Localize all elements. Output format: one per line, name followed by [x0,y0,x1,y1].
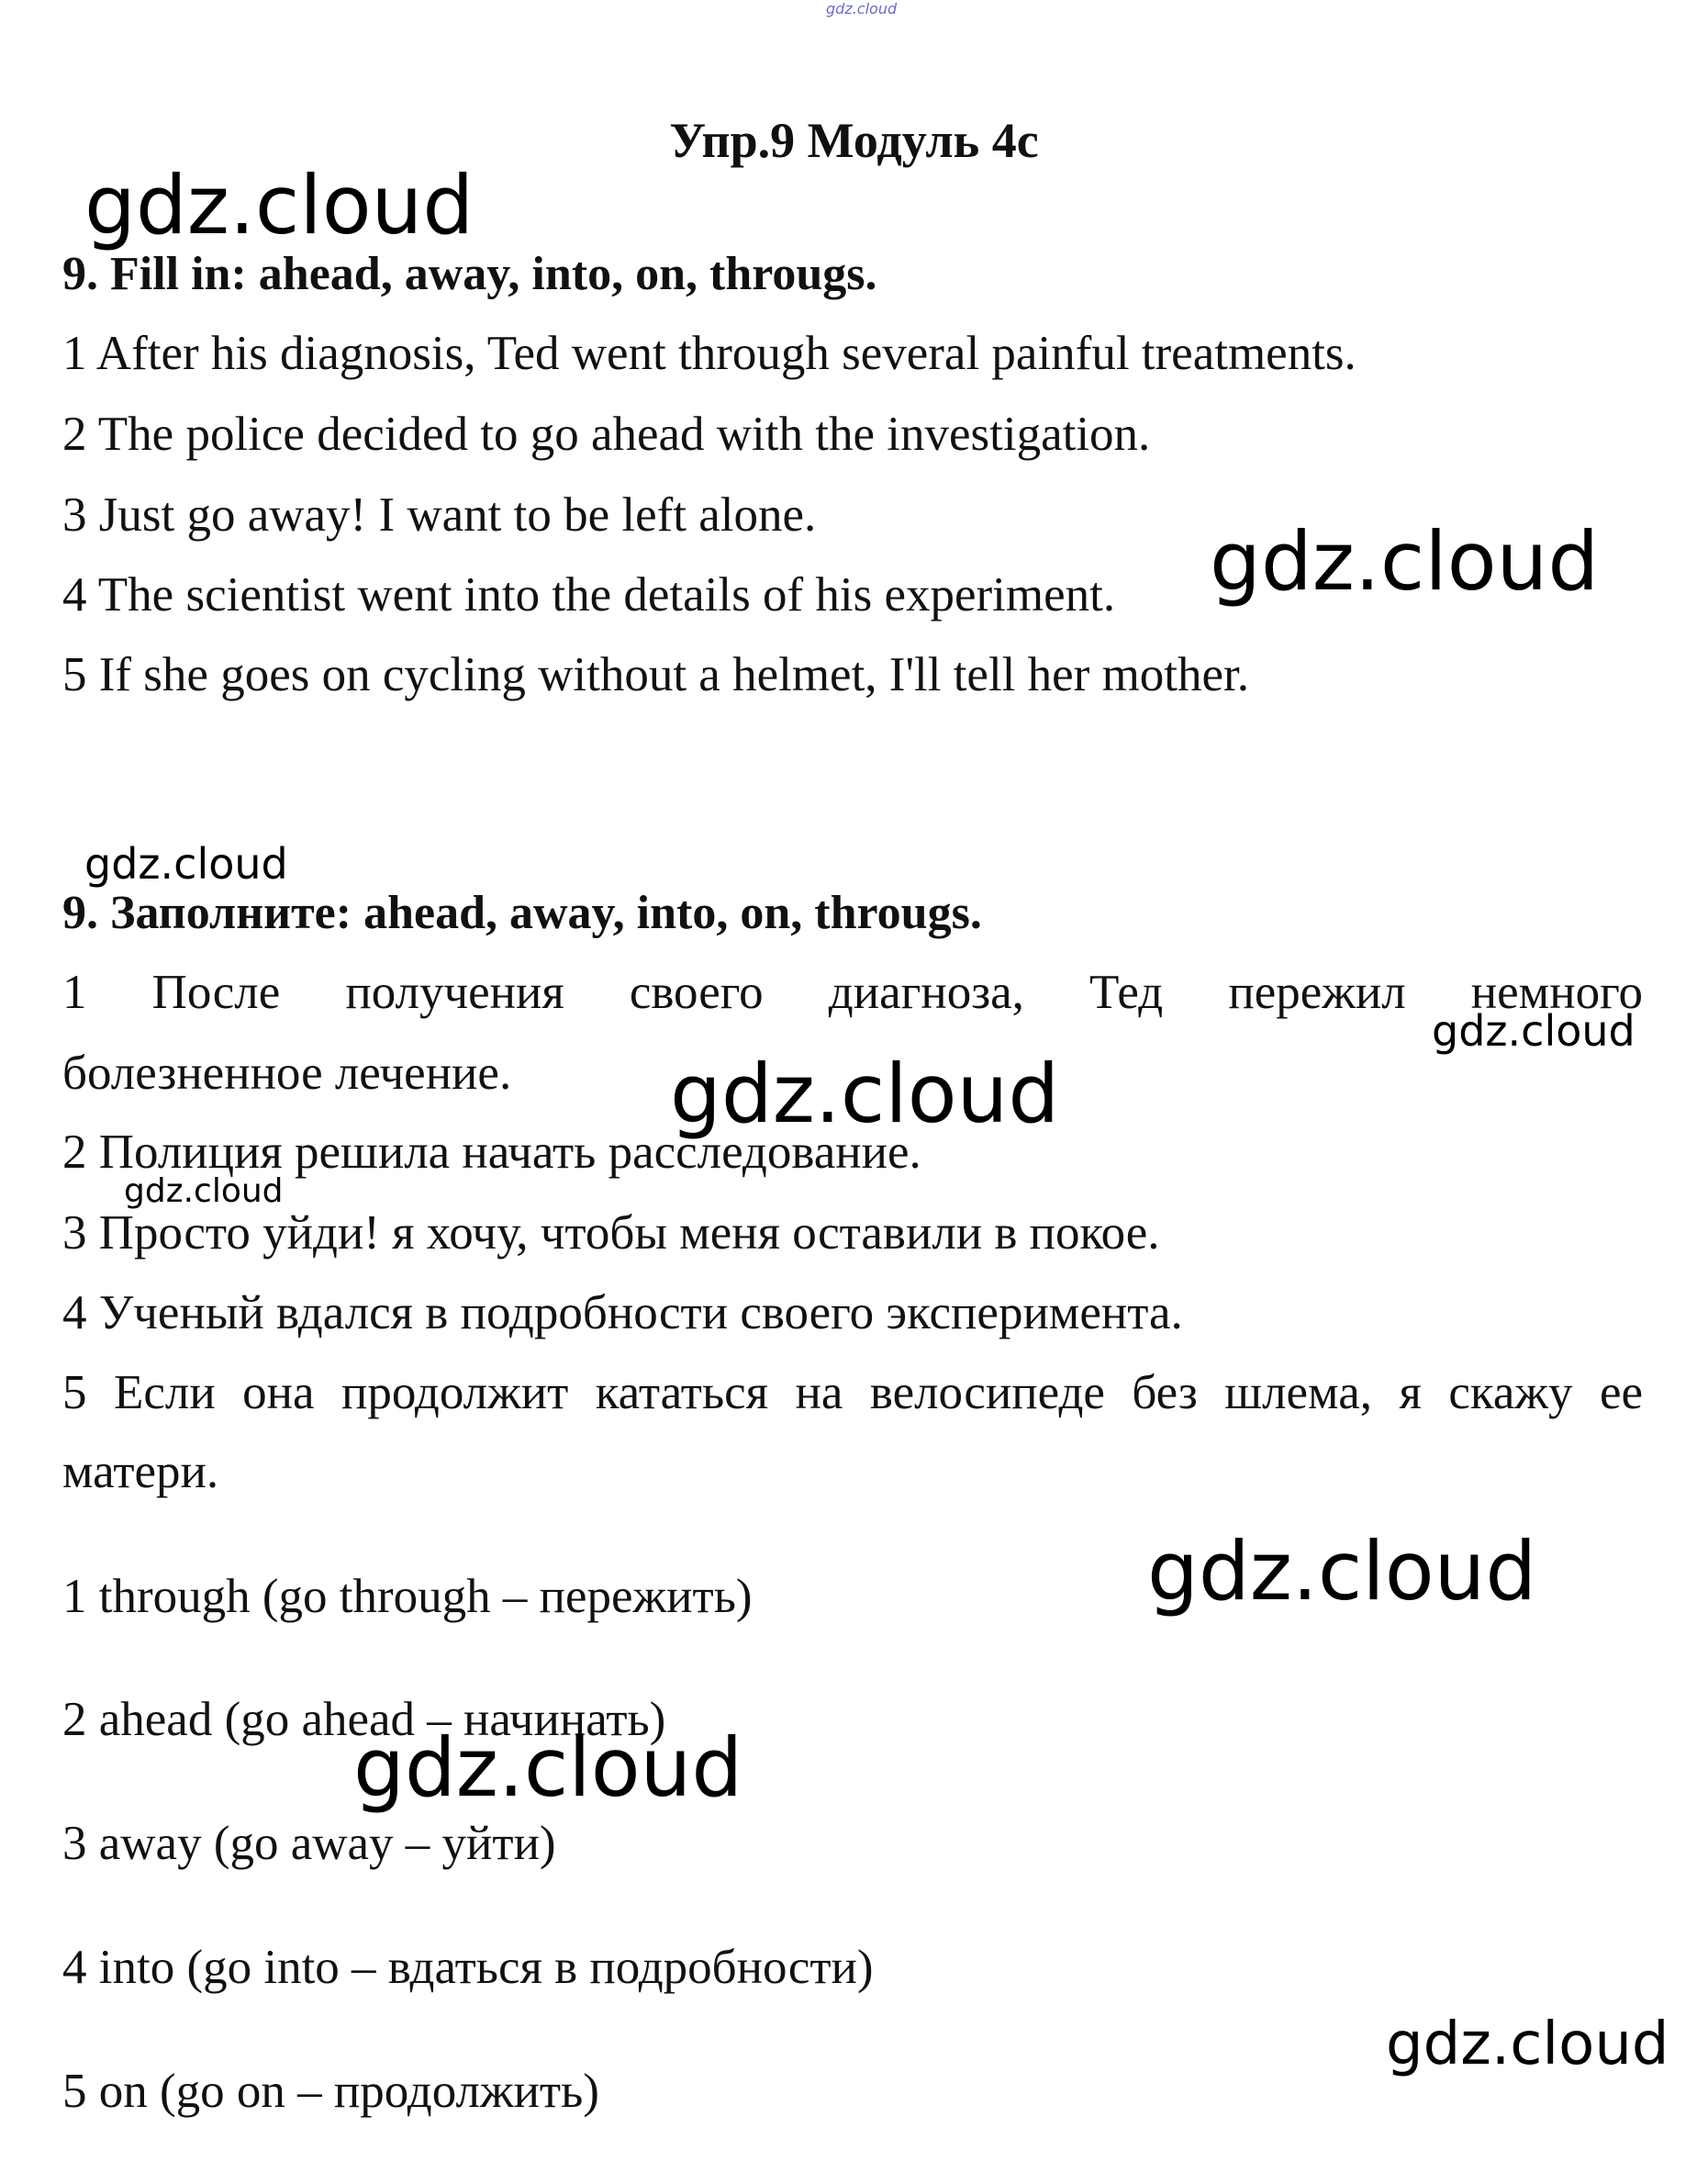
watermark: gdz.cloud [1210,514,1600,609]
answer-3: 3 away (go away – уйти) [62,1817,556,1870]
english-item-5: 5 If she goes on cycling without a helmet, I'll tell her mother. [62,648,1250,701]
watermark-top: gdz.cloud [826,0,898,17]
watermark: gdz.cloud [1432,1006,1635,1056]
russian-item-4: 4 Ученый вдался в подробности своего эксперимента. [62,1286,1183,1339]
watermark: gdz.cloud [84,158,474,252]
russian-item-2: 2 Полиция решила начать расследование. [62,1126,921,1179]
russian-heading: 9. Заполните: ahead, away, into, on, througs. [62,887,982,939]
answer-5: 5 on (go on – продолжить) [62,2065,599,2118]
answer-1: 1 through (go through – пережить) [62,1570,753,1623]
watermark: gdz.cloud [670,1047,1060,1141]
russian-item-3: 3 Просто уйди! я хочу, чтобы меня оставили в покое. [62,1206,1160,1260]
english-item-2: 2 The police decided to go ahead with the investigation. [62,408,1151,461]
russian-item-1-line-2: болезненное лечение. [62,1047,512,1100]
russian-item-1-line-1: 1 После получения своего диагноза, Тед пережил немного [62,966,1643,1019]
english-item-1: 1 After his diagnosis, Ted went through several painful treatments. [62,327,1356,380]
watermark: gdz.cloud [353,1720,743,1815]
russian-item-5-line-2: матери. [62,1445,219,1498]
page-title: Упр.9 Модуль 4с [669,113,1039,168]
russian-item-5-line-1: 5 Если она продолжит кататься на велосипеде без шлема, я скажу ее [62,1366,1643,1419]
watermark: gdz.cloud [84,839,288,889]
answer-2: 2 ahead (go ahead – начинать) [62,1693,666,1746]
answer-4: 4 into (go into – вдаться в подробности) [62,1941,874,1994]
watermark: gdz.cloud [124,1172,284,1210]
english-item-3: 3 Just go away! I want to be left alone. [62,488,817,542]
english-heading: 9. Fill in: ahead, away, into, on, througs. [62,248,877,300]
watermark: gdz.cloud [1147,1524,1537,1618]
watermark: gdz.cloud [1386,2010,1669,2078]
english-item-4: 4 The scientist went into the details of his experiment. [62,568,1116,622]
